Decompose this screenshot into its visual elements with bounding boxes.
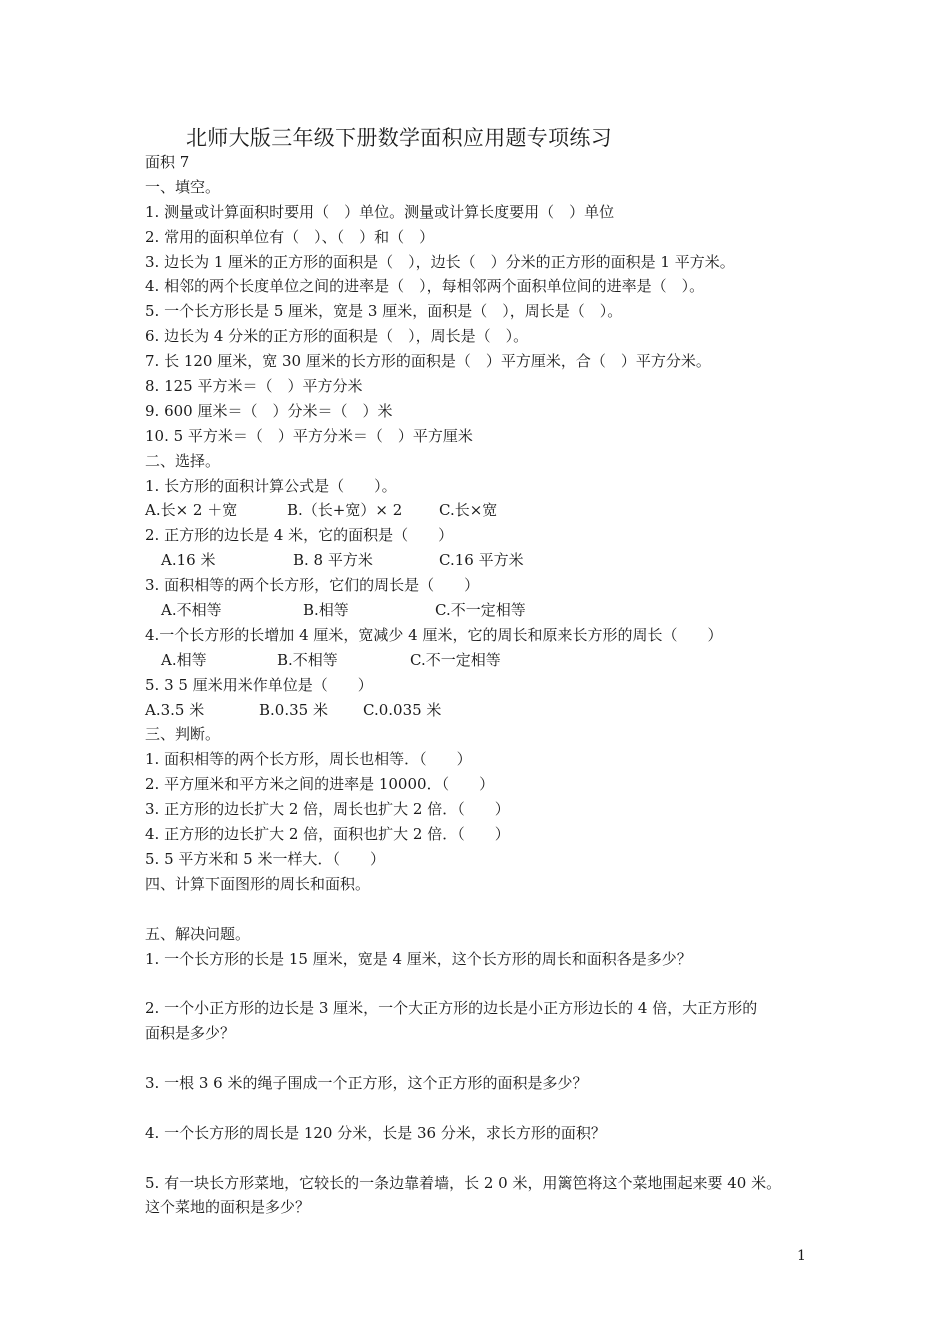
fill-item: 2. 常用的面积单位有（ ）、（ ）和（ ） xyxy=(145,227,435,246)
choice-option: B.0.35 米 xyxy=(259,700,328,719)
spacer xyxy=(145,897,825,922)
choice-question: 1. 长方形的面积计算公式是（ ）。 xyxy=(145,476,397,495)
section-heading-fill: 一、填空。 xyxy=(145,177,221,196)
spacer xyxy=(145,1046,825,1071)
solve-question: 5. 有一块长方形菜地，它较长的一条边靠着墙，长 2 0 米，用篱笆将这个菜地围起来要 40 米。 xyxy=(145,1173,782,1192)
solve-question-cont: 面积是多少？ xyxy=(145,1024,236,1043)
judge-item: 1. 面积相等的两个长方形，周长也相等．（ ） xyxy=(145,750,472,769)
section-heading-calc: 四、计算下面图形的周长和面积。 xyxy=(145,874,371,893)
choice-option: A.不相等 xyxy=(161,601,222,620)
choice-option: A.3.5 米 xyxy=(145,700,205,719)
choice-option: C.0.035 米 xyxy=(363,700,442,719)
section-heading-choice: 二、选择。 xyxy=(145,451,221,470)
solve-question-cont: 这个菜地的面积是多少？ xyxy=(145,1198,311,1217)
choice-question: 4.一个长方形的长增加 4 厘米，宽减少 4 厘米，它的周长和原来长方形的周长（ ） xyxy=(145,625,723,644)
fill-item: 6. 边长为 4 分米的正方形的面积是（ ），周长是（ ）。 xyxy=(145,327,529,346)
spacer xyxy=(145,1146,825,1171)
choice-option: A.长× 2 ＋宽 xyxy=(145,501,238,520)
choice-options xyxy=(145,698,825,723)
section-heading-judge: 三、判断。 xyxy=(145,725,221,744)
choice-option: C.不一定相等 xyxy=(435,601,526,620)
choice-option: B.相等 xyxy=(303,601,349,620)
subtitle: 面积 7 xyxy=(145,153,190,171)
spacer xyxy=(145,1096,825,1121)
fill-item: 10. 5 平方米＝（ ）平方分米＝（ ）平方厘米 xyxy=(145,426,473,445)
solve-question: 4. 一个长方形的周长是 120 分米，长是 36 分米，求长方形的面积？ xyxy=(145,1123,606,1142)
document-body xyxy=(145,150,825,1220)
choice-question: 5. 3 5 厘米用米作单位是（ ） xyxy=(145,675,373,694)
fill-item: 5. 一个长方形长是 5 厘米，宽是 3 厘米，面积是（ ），周长是（ ）。 xyxy=(145,302,623,321)
choice-option: B.（长+宽）× 2 xyxy=(287,501,403,520)
page-title: 北师大版三年级下册数学面积应用题专项练习 xyxy=(186,126,612,150)
fill-item: 4. 相邻的两个长度单位之间的进率是（ ），每相邻两个面积单位间的进率是（ ）。 xyxy=(145,277,705,296)
choice-question: 3. 面积相等的两个长方形，它们的周长是（ ） xyxy=(145,576,480,595)
spacer xyxy=(145,971,825,996)
judge-item: 5. 5 平方米和 5 米一样大．（ ） xyxy=(145,849,385,868)
solve-question: 3. 一根 3 6 米的绳子围成一个正方形，这个正方形的面积是多少？ xyxy=(145,1073,588,1092)
fill-item: 9. 600 厘米＝（ ）分米＝（ ）米 xyxy=(145,401,393,420)
choice-option: B. 8 平方米 xyxy=(293,551,373,570)
choice-option: A.相等 xyxy=(161,650,207,669)
choice-options xyxy=(145,548,825,573)
choice-options xyxy=(145,598,825,623)
fill-item: 3. 边长为 1 厘米的正方形的面积是（ ），边长（ ）分米的正方形的面积是 1 平方米。 xyxy=(145,252,735,271)
solve-question: 2. 一个小正方形的边长是 3 厘米，一个大正方形的边长是小正方形边长的 4 倍，大正方形的 xyxy=(145,999,758,1018)
page-number: 1 xyxy=(797,1248,806,1264)
choice-option: C.不一定相等 xyxy=(410,650,501,669)
choice-options xyxy=(145,498,825,523)
fill-item: 7. 长 120 厘米，宽 30 厘米的长方形的面积是（ ）平方厘米，合（ ）平方分米。 xyxy=(145,352,711,371)
section-heading-solve: 五、解决问题。 xyxy=(145,924,251,943)
fill-item: 8. 125 平方米＝（ ）平方分米 xyxy=(145,377,363,396)
choice-option: C.16 平方米 xyxy=(439,551,524,570)
choice-options xyxy=(145,648,825,673)
judge-item: 3. 正方形的边长扩大 2 倍，周长也扩大 2 倍．（ ） xyxy=(145,800,510,819)
fill-item: 1. 测量或计算面积时要用（ ）单位。测量或计算长度要用（ ）单位 xyxy=(145,202,615,221)
solve-question: 1. 一个长方形的长是 15 厘米，宽是 4 厘米，这个长方形的周长和面积各是多少？ xyxy=(145,949,692,968)
choice-option: A.16 米 xyxy=(161,551,216,570)
choice-option: B.不相等 xyxy=(277,650,338,669)
choice-question: 2. 正方形的边长是 4 米，它的面积是（ ） xyxy=(145,526,454,545)
choice-option: C.长×宽 xyxy=(439,501,498,520)
judge-item: 2. 平方厘米和平方米之间的进率是 10000．（ ） xyxy=(145,775,495,794)
judge-item: 4. 正方形的边长扩大 2 倍，面积也扩大 2 倍．（ ） xyxy=(145,825,510,844)
